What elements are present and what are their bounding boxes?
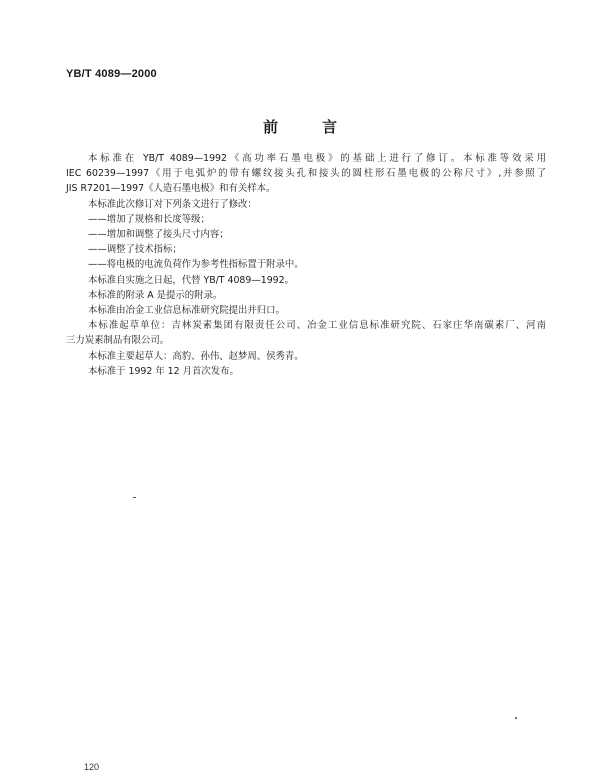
list-item-dash-3: ——调整了技术指标； bbox=[88, 244, 182, 256]
page-number: 120 bbox=[84, 762, 100, 772]
paragraph-6-line-2: 三力炭素制品有限公司。 bbox=[66, 335, 170, 347]
paragraph-8: 本标准于 1992 年 12 月首次发布。 bbox=[88, 365, 239, 377]
title-char-left: 前 bbox=[262, 118, 278, 136]
title-char-right: 言 bbox=[322, 118, 338, 136]
page-title bbox=[0, 116, 600, 137]
paragraph-1-line-1: 本标准在 YB/T 4089—1992《高功率石墨电极》的基础上进行了修订。本标准等效采用 bbox=[88, 153, 546, 164]
paragraph-6-line-1: 本标准起草单位：吉林炭素集团有限责任公司、冶金工业信息标准研究院、石家庄华南碳素厂、河南 bbox=[88, 320, 546, 332]
paragraph-1-line-2: IEC 60239—1997《用于电弧炉的带有螺纹接头孔和接头的圆柱形石墨电极的公称尺寸》,并参照了 bbox=[66, 168, 546, 180]
scan-speck bbox=[133, 497, 136, 498]
list-item-dash-2: ——增加和调整了接头尺寸内容； bbox=[88, 229, 229, 241]
foreword-body bbox=[66, 151, 546, 379]
scan-dot bbox=[515, 717, 517, 719]
list-item-dash-1: ——增加了规格和长度等级； bbox=[88, 213, 210, 225]
paragraph-1-line-3: JIS R7201—1997《人造石墨电极》和有关样本。 bbox=[66, 183, 276, 195]
paragraph-5: 本标准由冶金工业信息标准研究院提出并归口。 bbox=[88, 305, 285, 317]
list-item-dash-4: ——将电极的电流负荷作为参考性指标置于附录中。 bbox=[88, 259, 304, 271]
paragraph-2: 本标准此次修订对下列条文进行了修改： bbox=[88, 198, 257, 210]
standard-code: YB/T 4089—2000 bbox=[66, 68, 157, 80]
paragraph-3: 本标准自实施之日起，代替 YB/T 4089—1992。 bbox=[88, 274, 294, 286]
paragraph-7: 本标准主要起草人：高豹、孙伟、赵梦周、侯秀青。 bbox=[88, 350, 304, 362]
paragraph-4: 本标准的附录 A 是提示的附录。 bbox=[88, 289, 223, 301]
